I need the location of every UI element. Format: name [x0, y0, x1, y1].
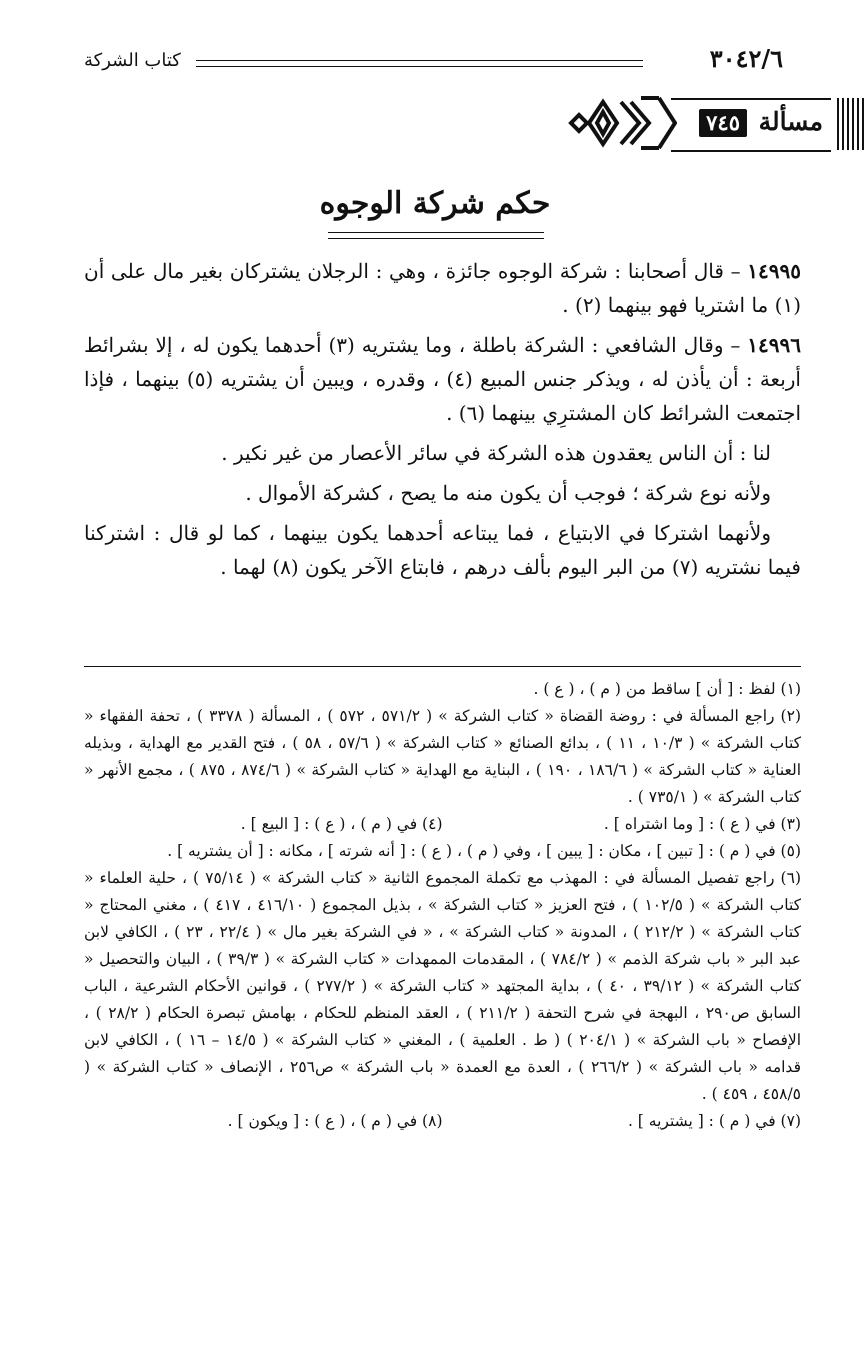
paragraph-text: ولأنه نوع شركة ؛ فوجب أن يكون منه ما يصح ، كشركة الأموال .: [245, 481, 771, 505]
paragraph-text: – وقال الشافعي : الشركة باطلة ، وما يشتريه (٣) أحدهما يكون له ، إلا بشرائط أربعة : أن يأذن له ، ويذكر جنس المبيع (٤) ، وقدره ، ويبين أن يشتريه (٥) بينهما ، فإذا اجتمعت الشرائط كان المشترِي بينهما (٦) .: [84, 333, 801, 425]
section-title: حكم شركة الوجوه: [319, 186, 551, 221]
paragraph-text: ولأنهما اشتركا في الابتياع ، فما يبتاعه أحدهما يكون بينهما ، كما لو قال : اشتركنا فيما نشتريه (٧) من البر اليوم بألف درهم ، فابتاع الآخر يكون (٨) لهما .: [84, 521, 801, 579]
paragraph: [84, 254, 801, 322]
running-header: [84, 44, 783, 84]
footnote-2: (٢) راجع المسألة في : روضة القضاة « كتاب الشركة » ( ٥٧١/٢ ، ٥٧٢ ) ، المسألة ( ٣٣٧٨ ) ، تحفة الفقهاء « كتاب الشركة » ( ١٠/٣ ، ١١ ) ، بدائع الصنائع « كتاب الشركة » ( ٥٧/٦ ، ٥٨ ) ، فتح القدير مع الهداية ، وبذيله العناية « كتاب الشركة » ( ١٨٦/٦ ، ١٩٠ ) ، البناية مع الهداية « كتاب الشركة » ( ٨٧٤/٦ ، ٨٧٥ ) ، مجمع الأنهر « كتاب الشركة » ( ٧٣٥/١ ) .: [84, 707, 802, 806]
running-book-title: كتاب الشركة: [84, 50, 181, 71]
page-number: ٣٠٤٢/٦: [709, 44, 783, 73]
footnote-6: (٦) راجع تفصيل المسألة في : المهذب مع تكملة المجموع الثانية « كتاب الشركة » ( ٧٥/١٤ ) ، حلية العلماء « كتاب الشركة » ( ١٠٢/٥ ) ، فتح العزيز « كتاب الشركة » ، بذيل المجموع ( ٤١٦/١٠ ، ٤١٧ ) ، مغني المحتاج « كتاب الشركة » ( ٢١٢/٢ ) ، المدونة « كتاب الشركة » ، « في الشركة بغير مال » ( ٢٢/٤ ، ٢٣ ) ، الكافي لابن عبد البر « باب شركة الذمم » ( ٧٨٤/٢ ) ، المقدمات الممهدات « كتاب الشركة » ( ٣٩/٣ ) ، البيان والتحصيل « كتاب الشركة » ( ٣٩/١٢ ، ٤٠ ) ، بداية المجتهد « كتاب الشركة » ( ٢٧٧/٢ ) ، قوانين الأحكام الشرعية ، الباب السابق ص٢٩٠ ، البهجة في شرح التحفة ( ٢١١/٢ ) ، العقد المنظم للحكام ، بهامش تبصرة الحكام ( ٢٨/٢ ) ، الإفصاح « باب الشركة » ( ٢٠٤/١ ) ( ط . العلمية ) ، المغني « كتاب الشركة » ( ١٤/٥ – ١٦ ) ، الكافي لابن قدامه « باب الشركة » ( ٢٦٦/٢ ) ، العدة مع العمدة « باب الشركة » ص٢٥٦ ، الإنصاف « كتاب الشركة » ( ٤٥٨/٥ ، ٤٥٩ ) .: [84, 869, 802, 1103]
footnote-4: (٤) في ( م ) ، ( ع ) : [ البيع ] .: [240, 815, 443, 833]
paragraph: [84, 516, 801, 584]
footnote-1: (١) لفظ : [ أن ] ساقط من ( م ) ، ( ع ) .: [533, 680, 801, 698]
footnote-separator: [84, 666, 801, 667]
header-rule: [196, 60, 643, 67]
paragraph-text: لنا : أن الناس يعقدون هذه الشركة في سائر الأعصار من غير نكير .: [221, 441, 771, 465]
footnote-row: [84, 1108, 801, 1135]
banner-stripes: [837, 98, 867, 150]
ornament-icon: [567, 92, 677, 154]
footnote-7: (٧) في ( م ) : [ يشتريه ] .: [627, 1112, 801, 1130]
paragraph: [84, 436, 801, 470]
masala-number: ٧٤٥: [699, 109, 747, 137]
paragraph-number: ١٤٩٩٥: [747, 259, 801, 283]
paragraph: [84, 328, 801, 430]
paragraph-number: ١٤٩٩٦: [747, 333, 801, 357]
footnote-5: (٥) في ( م ) : [ تبين ] ، مكان : [ يبين ] ، وفي ( م ) ، ( ع ) : [ أنه شرته ] ، مكانه : [ أن يشتريه ] .: [167, 842, 801, 860]
footnote-3: (٣) في ( ع ) : [ وما اشتراه ] .: [603, 815, 801, 833]
footnote-row: [84, 811, 801, 838]
paragraph: [84, 476, 801, 510]
masala-label: مسألة: [758, 107, 823, 136]
main-text: [84, 254, 801, 590]
title-underline: [328, 232, 544, 239]
footnotes: [84, 676, 801, 1135]
banner-box: [671, 98, 831, 152]
paragraph-text: – قال أصحابنا : شركة الوجوه جائزة ، وهي : الرجلان يشتركان بغير مال على أن (١) ما اشتريا فهو بينهما (٢) .: [84, 259, 801, 317]
masala-banner: [567, 96, 867, 160]
footnote-8: (٨) في ( م ) ، ( ع ) : [ ويكون ] .: [227, 1112, 443, 1130]
